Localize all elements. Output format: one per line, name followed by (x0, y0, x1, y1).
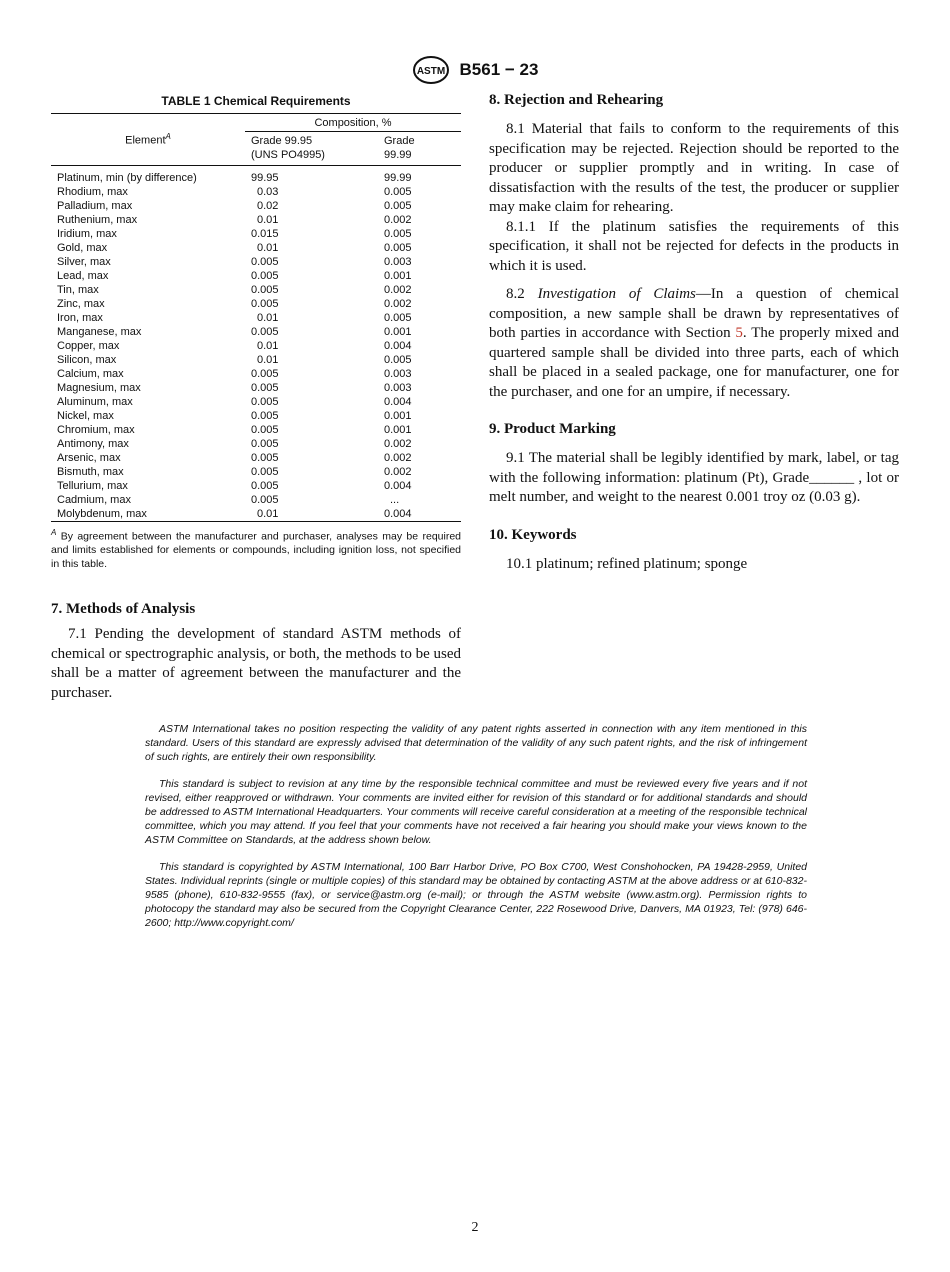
grade-99-95-cell: 0.03 (257, 186, 279, 198)
table-row (51, 311, 461, 325)
element-cell: Tellurium, max (57, 480, 128, 492)
grade-99-99-cell: 0.002 (384, 466, 412, 478)
revision-notice: This standard is subject to revision at any time by the responsible technical committee and must be reviewed every five years and if not revised, either reapproved or withdrawn. Your comments are invited either for revision of this standard or for additional standards and should be addressed to ASTM International Headquarters. Your comments will receive careful consideration at a meeting of the responsible technical committee, which you may attend. If you feel that your comments have not received a fair hearing you should make your views known to the ASTM Committee on Standards, at the address shown below. (145, 778, 807, 846)
element-column-header: Element$^A$ (125, 132, 171, 147)
page-number: 2 (471, 1220, 479, 1235)
table-row (51, 353, 461, 367)
legal-notices (145, 722, 807, 943)
table-row (51, 493, 461, 507)
grade-99-95-cell: 99.95 (251, 172, 279, 184)
grade-99-95-cell: 0.005 (251, 410, 279, 422)
element-cell: Manganese, max (57, 326, 142, 338)
element-cell: Molybdenum, max (57, 508, 147, 520)
table-body (51, 166, 461, 522)
grade-99-99-cell: 0.002 (384, 284, 412, 296)
grade-99-95-cell: 0.005 (251, 284, 279, 296)
table-row (51, 381, 461, 395)
standard-designation: B561 − 23 (459, 60, 539, 79)
grade-99-99-cell: 0.003 (384, 256, 412, 268)
grade-99-99-cell: 0.001 (384, 424, 412, 436)
grade-99-95-cell: 0.005 (251, 326, 279, 338)
grade-99-95-cell: 0.005 (251, 368, 279, 380)
section-9-heading: 9. Product Marking (489, 421, 616, 437)
table-row (51, 409, 461, 423)
table-row (51, 185, 461, 199)
element-cell: Ruthenium, max (57, 214, 138, 226)
element-cell: Antimony, max (57, 438, 129, 450)
grade-99-95-cell: 0.005 (251, 480, 279, 492)
element-cell: Aluminum, max (57, 396, 133, 408)
grade-99-99-cell: 0.002 (384, 298, 412, 310)
element-cell: Copper, max (57, 340, 120, 352)
svg-text:ASTM: ASTM (416, 66, 445, 77)
astm-logo-icon (412, 56, 450, 84)
table-footnote: $^A$ By agreement between the manufacturer and purchaser, analyses may be required and limits established for elements or compounds, including ignition loss, not specified in this table. (51, 528, 462, 570)
paragraph-9-1: 9.1 The material shall be legibly identified by mark, label, or tag with the following information: platinum (Pt), Grade______ , lot or melt number, and weight to the nearest 0.001 troy oz (0.03 g). (489, 450, 899, 505)
table-row (51, 479, 461, 493)
element-cell: Lead, max (57, 270, 109, 282)
grade-99-95-cell: 0.005 (251, 256, 279, 268)
composition-column-header: Composition, % (245, 114, 461, 132)
element-cell: Palladium, max (57, 200, 133, 212)
table-row (51, 199, 461, 213)
grade-99-99-cell: 0.002 (384, 438, 412, 450)
paragraph-8-2: 8.2 Investigation of Claims—In a question of chemical composition, a new sample shall be drawn by representatives of both parties in accordance with Section 5. The properly mixed and quartered sample shall be divided into three parts, each of which shall be placed in a sealed package, one for manufacturer, one for the purchaser, and one for an umpire, if necessary. (489, 286, 900, 400)
grade-99-99-header: Grade 99.99 (384, 135, 415, 161)
grade-99-95-cell: 0.005 (251, 270, 279, 282)
grade-99-95-cell: 0.01 (257, 508, 279, 520)
grade-99-95-cell: 0.01 (257, 312, 279, 324)
table-row (51, 451, 461, 465)
grade-99-95-cell: 0.01 (257, 354, 279, 366)
table-row (51, 339, 461, 353)
grade-99-99-cell: 0.002 (384, 452, 412, 464)
element-cell: Chromium, max (57, 424, 135, 436)
element-cell: Gold, max (57, 242, 108, 254)
table-row (51, 241, 461, 255)
right-column (489, 92, 899, 574)
section-8-heading: 8. Rejection and Rehearing (489, 92, 664, 108)
grade-99-95-cell: 0.005 (251, 438, 279, 450)
section-7 (51, 601, 461, 703)
table-row (51, 423, 461, 437)
chemical-requirements-table-block (51, 94, 461, 571)
table-row (51, 283, 461, 297)
table-title: TABLE 1 Chemical Requirements (161, 94, 351, 108)
grade-99-99-cell: 0.003 (384, 368, 412, 380)
grade-99-99-cell: 0.005 (384, 186, 412, 198)
grade-99-99-cell: 0.004 (384, 480, 412, 492)
element-cell: Silver, max (57, 256, 111, 268)
paragraph-10-1: 10.1 platinum; refined platinum; sponge (506, 555, 748, 572)
element-cell: Tin, max (57, 284, 99, 296)
grade-99-99-cell: 0.005 (384, 242, 412, 254)
element-cell: Nickel, max (57, 410, 114, 422)
patent-notice: ASTM International takes no position respecting the validity of any patent rights asserted in connection with any item mentioned in this standard. Users of this standard are expressly advised that determination of the validity of any such patent rights, and the risk of infringement of such rights, are entirely their own responsibility. (145, 723, 807, 763)
element-cell: Calcium, max (57, 368, 124, 380)
grade-99-99-cell: 0.005 (384, 354, 412, 366)
grade-99-99-cell: 0.001 (384, 410, 412, 422)
grade-99-99-cell: ... (390, 494, 400, 506)
grade-99-95-cell: 0.015 (251, 228, 279, 240)
table-row (51, 465, 461, 479)
element-cell: Magnesium, max (57, 382, 141, 394)
grade-99-99-cell: 0.005 (384, 312, 412, 324)
table-row (51, 507, 461, 522)
element-cell: Iridium, max (57, 228, 117, 240)
element-cell: Platinum, min (by difference) (57, 172, 197, 184)
paragraph-8-1: 8.1 Material that fails to conform to the requirements of this specification may be rejected. Rejection should be reported to the producer or supplier promptly and in writing. In case of dissatisfaction with the results of the test, the producer or supplier may make claim for rehearing. (489, 121, 899, 215)
grade-99-99-cell: 0.003 (384, 382, 412, 394)
section-10-heading: 10. Keywords (489, 526, 577, 543)
table-row (51, 367, 461, 381)
grade-99-95-cell: 0.005 (251, 494, 279, 506)
copyright-notice: This standard is copyrighted by ASTM International, 100 Barr Harbor Drive, PO Box C700, West Conshohocken, PA 19428-2959, United States. Individual reprints (single or multiple copies) of this standard may be obtained by contacting ASTM at the above address or at 610-832-9585 (phone), 610-832-9555 (fax), or service@astm.org (e-mail); or through the ASTM website (www.astm.org). Permission rights to photocopy the standard may also be secured from the Copyright Clearance Center, 222 Rosewood Drive, Danvers, MA 01923, Tel: (978) 646-2600; http://www.copyright.com/ (145, 861, 807, 929)
grade-99-95-cell: 0.005 (251, 396, 279, 408)
grade-99-95-cell: 0.005 (251, 298, 279, 310)
grade-99-99-cell: 0.004 (384, 340, 412, 352)
paragraph-8-1-1: 8.1.1 If the platinum satisfies the requirements of this specification, it shall not be rejected for defects in the products in which it is used. (489, 218, 899, 274)
section-5-link[interactable]: 5 (735, 325, 743, 341)
grade-99-95-cell: 0.005 (251, 452, 279, 464)
grade-99-95-cell: 0.02 (257, 200, 279, 212)
grade-99-95-cell: 0.01 (257, 340, 279, 352)
table-row (51, 395, 461, 409)
grade-99-99-cell: 0.005 (384, 200, 412, 212)
element-cell: Cadmium, max (57, 494, 131, 506)
grade-99-95-cell: 0.005 (251, 466, 279, 478)
table-row (51, 227, 461, 241)
grade-99-99-cell: 0.005 (384, 228, 412, 240)
grade-99-99-cell: 0.004 (384, 508, 412, 520)
table-row (51, 269, 461, 283)
grade-99-95-cell: 0.005 (251, 382, 279, 394)
grade-99-99-cell: 0.002 (384, 214, 412, 226)
table-row (51, 213, 461, 227)
grade-99-99-cell: 0.001 (384, 326, 412, 338)
section-7-heading: 7. Methods of Analysis (51, 601, 196, 617)
element-cell: Bismuth, max (57, 466, 124, 478)
element-cell: Silicon, max (57, 354, 117, 366)
grade-99-95-cell: 0.005 (251, 424, 279, 436)
grade-99-99-cell: 0.004 (384, 396, 412, 408)
grade-99-95-cell: 0.01 (257, 214, 279, 226)
table-row (51, 297, 461, 311)
table-row (51, 255, 461, 269)
element-cell: Rhodium, max (57, 186, 128, 198)
element-cell: Zinc, max (57, 298, 105, 310)
element-cell: Iron, max (57, 312, 103, 324)
table-row (51, 437, 461, 451)
grade-99-99-cell: 99.99 (384, 172, 412, 184)
grade-99-99-cell: 0.001 (384, 270, 412, 282)
page-header (0, 56, 950, 84)
table-row (51, 166, 461, 186)
chemical-requirements-table (51, 113, 461, 522)
element-cell: Arsenic, max (57, 452, 121, 464)
table-row (51, 325, 461, 339)
grade-99-95-cell: 0.01 (257, 242, 279, 254)
grade-99-95-header: Grade 99.95 (UNS PO4995) (251, 135, 325, 161)
paragraph-7-1: 7.1 Pending the development of standard ASTM methods of chemical or spectrographic analysis, or both, the methods to be used shall be a matter of agreement between the manufacturer and the purchaser. (51, 626, 461, 701)
